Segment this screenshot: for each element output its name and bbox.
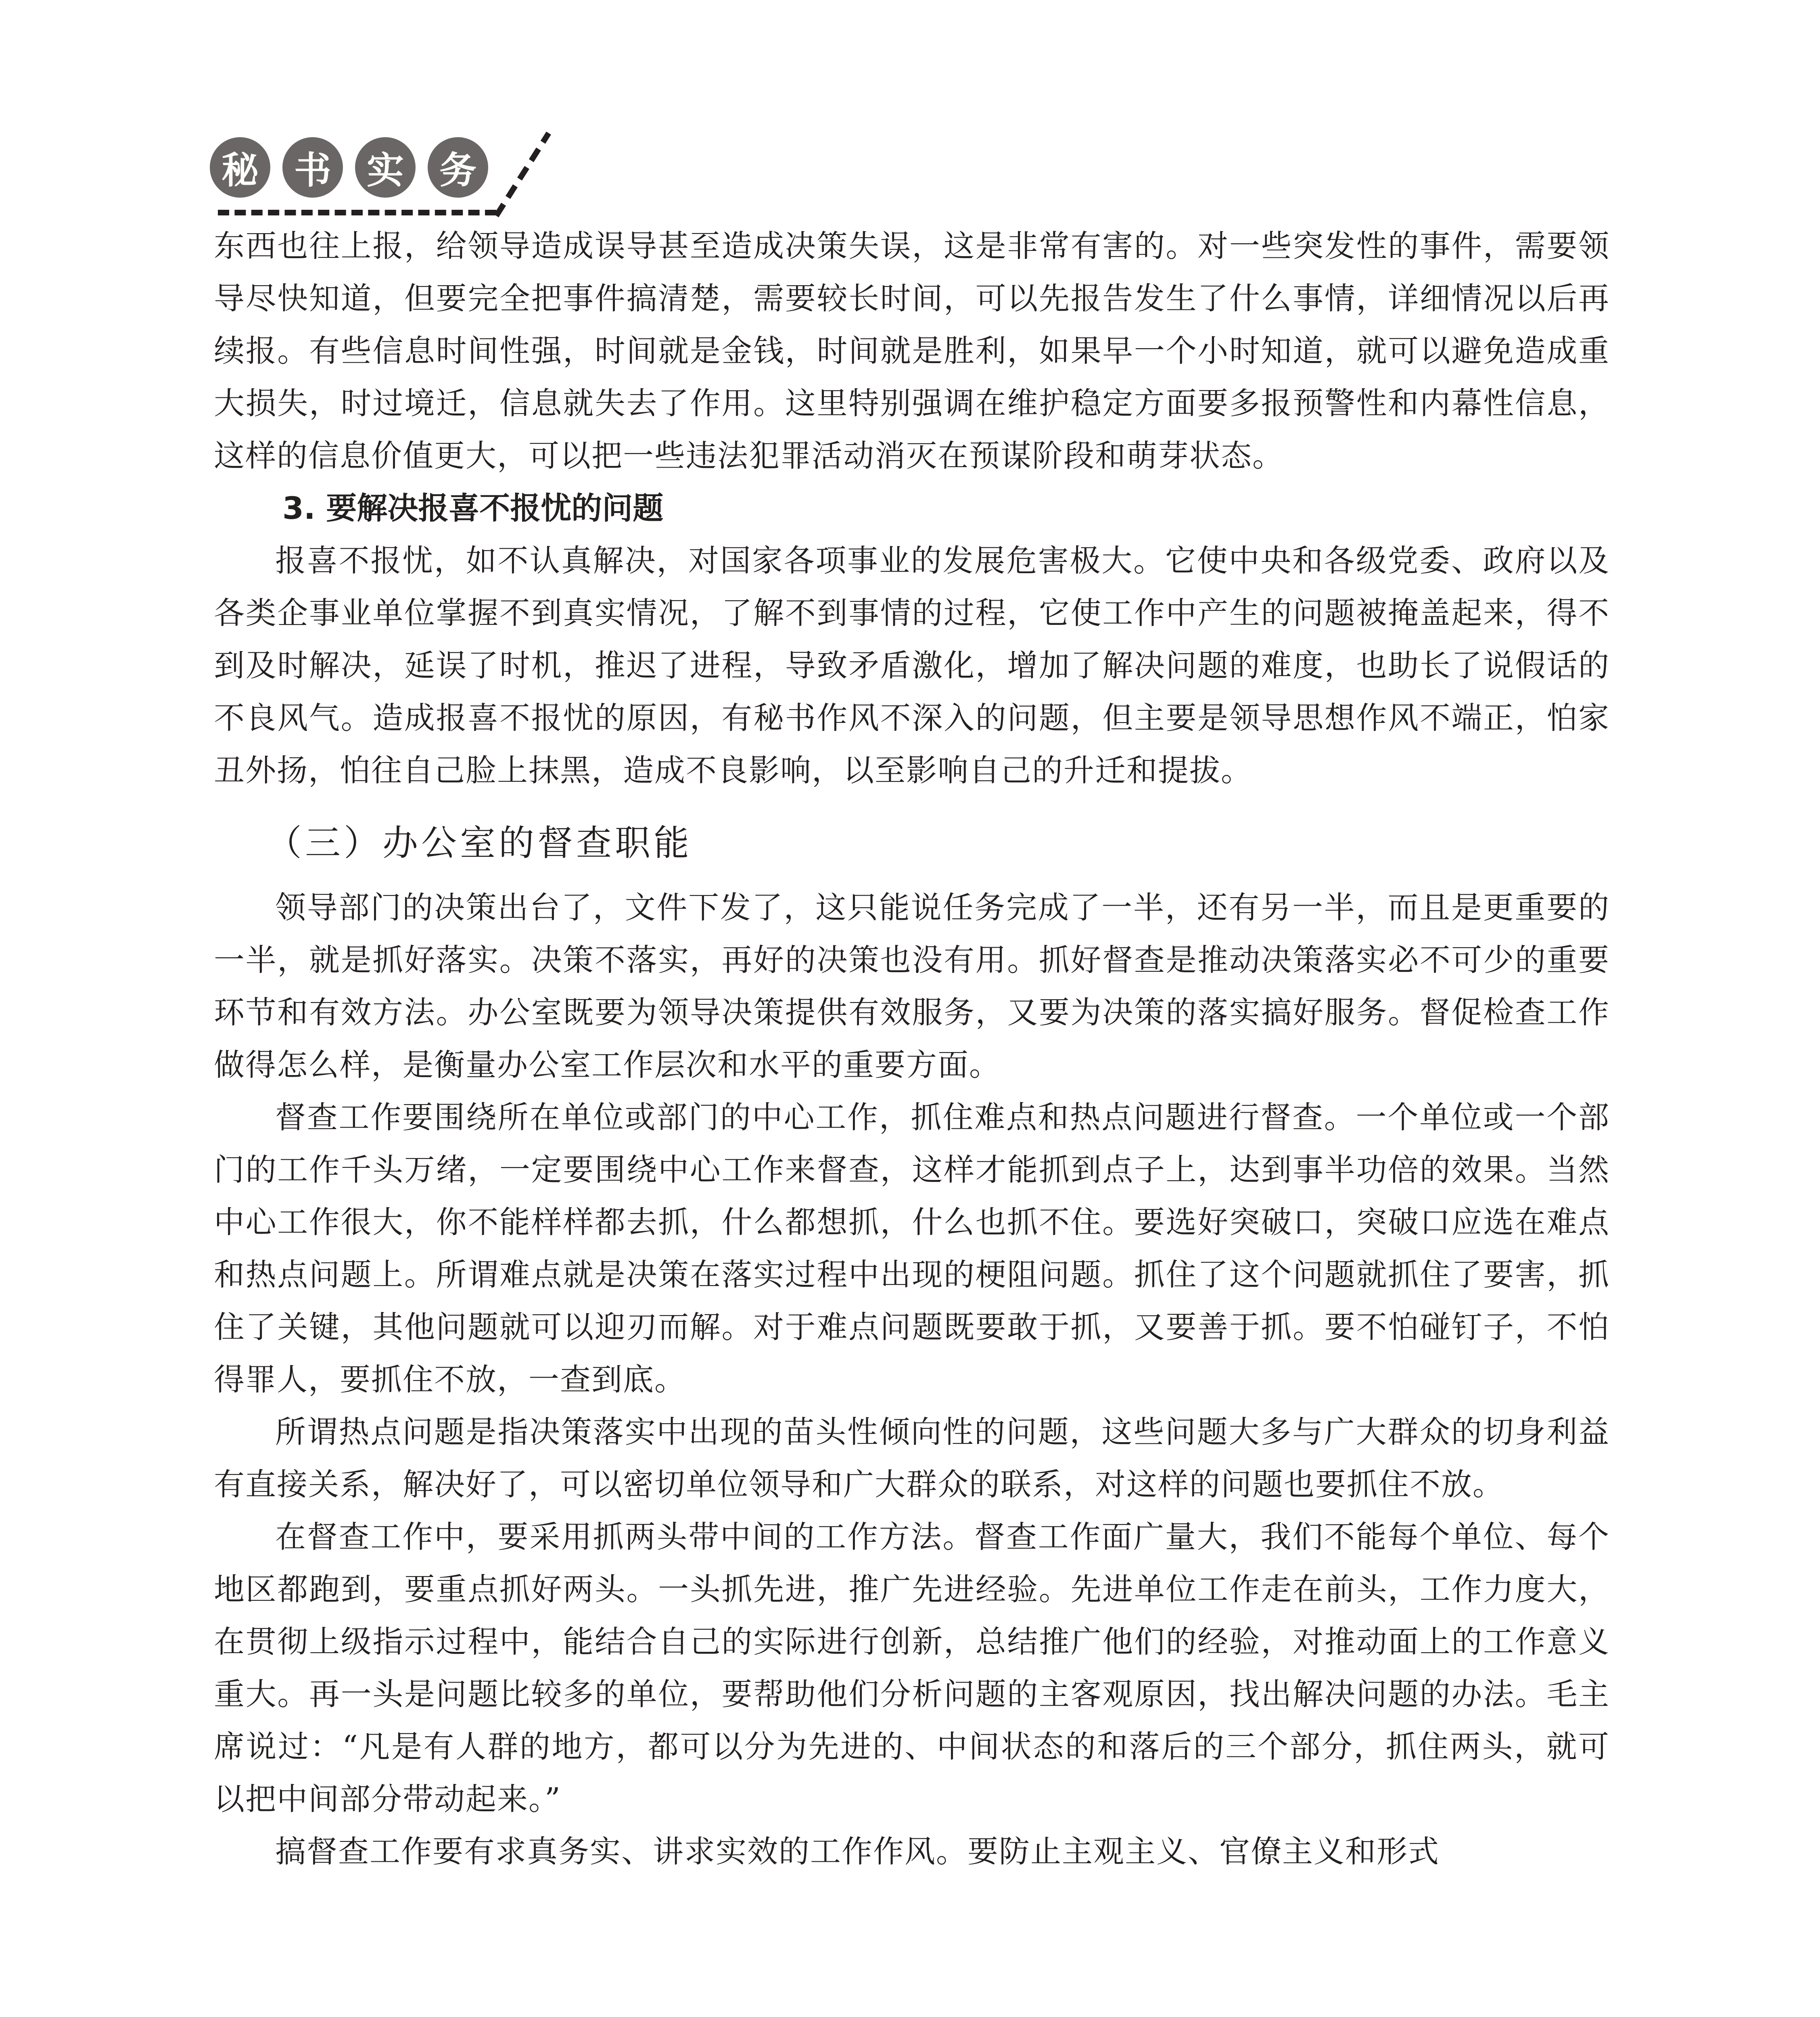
paragraph-6: 在督查工作中，要采用抓两头带中间的工作方法。督查工作面广量大，我们不能每个单位、每个地区都跑到，要重点抓好两头。一头抓先进，推广先进经验。先进单位工作走在前头，工作力度大，在贯彻上级指示过程中，能结合自己的实际进行创新，总结推广他们的经验，对推动面上的工作意义重大。再一头是问题比较多的单位，要帮助他们分析问题的主客观原因，找出解决问题的办法。毛主席说过：“凡是有人群的地方，都可以分为先进的、中间状态的和落后的三个部分，抓住两头，就可以把中间部分带动起来。” xyxy=(214,1519,1610,1817)
paragraph-1: 东西也往上报，给领导造成误导甚至造成决策失误，这是非常有害的。对一些突发性的事件，需要领导尽快知道，但要完全把事件搞清楚，需要较长时间，可以先报告发生了什么事情，详细情况以后再续报。有些信息时间性强，时间就是金钱，时间就是胜利，如果早一个小时知道，就可以避免造成重大损失，时过境迁，信息就失去了作用。这里特别强调在维护稳定方面要多报预警性和内幕性信息，这样的信息价值更大，可以把一些违法犯罪活动消灭在预谋阶段和萌芽状态。 xyxy=(214,228,1610,474)
header-dashed-underline xyxy=(218,210,496,215)
header-dashed-slash xyxy=(488,129,557,222)
paragraph-2: 报喜不报忧，如不认真解决，对国家各项事业的发展危害极大。它使中央和各级党委、政府以及各类企事业单位掌握不到真实情况，了解不到事情的过程，它使工作中产生的问题被掩盖起来，得不到及时解决，延误了时机，推迟了进程，导致矛盾激化，增加了解决问题的难度，也助长了说假话的不良风气。造成报喜不报忧的原因，有秘书作风不深入的问题，但主要是领导思想作风不端正，怕家丑外扬，怕往自己脸上抹黑，造成不良影响，以至影响自己的升迁和提拔。 xyxy=(214,543,1610,788)
paragraph-5: 所谓热点问题是指决策落实中出现的苗头性倾向性的问题，这些问题大多与广大群众的切身利益有直接关系，解决好了，可以密切单位领导和广大群众的联系，对这样的问题也要抓住不放。 xyxy=(214,1414,1610,1502)
page-body xyxy=(214,220,1610,1878)
header-badge-1: 秘 xyxy=(210,137,270,198)
paragraph-4: 督查工作要围绕所在单位或部门的中心工作，抓住难点和热点问题进行督查。一个单位或一个部门的工作千头万绪，一定要围绕中心工作来督查，这样才能抓到点子上，达到事半功倍的效果。当然中心工作很大，你不能样样都去抓，什么都想抓，什么也抓不住。要选好突破口，突破口应选在难点和热点问题上。所谓难点就是决策在落实过程中出现的梗阻问题。抓住了这个问题就抓住了要害，抓住了关键，其他问题就可以迎刃而解。对于难点问题既要敢于抓，又要善于抓。要不怕碰钉子，不怕得罪人，要抓住不放，一查到底。 xyxy=(214,1099,1610,1397)
subheading-3: 3. 要解决报喜不报忧的问题 xyxy=(282,490,664,526)
paragraph-3: 领导部门的决策出台了，文件下发了，这只能说任务完成了一半，还有另一半，而且是更重要的一半，就是抓好落实。决策不落实，再好的决策也没有用。抓好督查是推动决策落实必不可少的重要环节和有效方法。办公室既要为领导决策提供有效服务，又要为决策的落实搞好服务。督促检查工作做得怎么样，是衡量办公室工作层次和水平的重要方面。 xyxy=(214,889,1610,1083)
header-badge-4: 务 xyxy=(428,137,488,198)
section-heading: （三）办公室的督查职能 xyxy=(266,822,693,864)
paragraph-7: 搞督查工作要有求真务实、讲求实效的工作作风。要防止主观主义、官僚主义和形式 xyxy=(275,1833,1440,1869)
header-badge-3: 实 xyxy=(355,137,416,198)
running-header xyxy=(210,133,541,222)
header-badge-2: 书 xyxy=(282,137,343,198)
